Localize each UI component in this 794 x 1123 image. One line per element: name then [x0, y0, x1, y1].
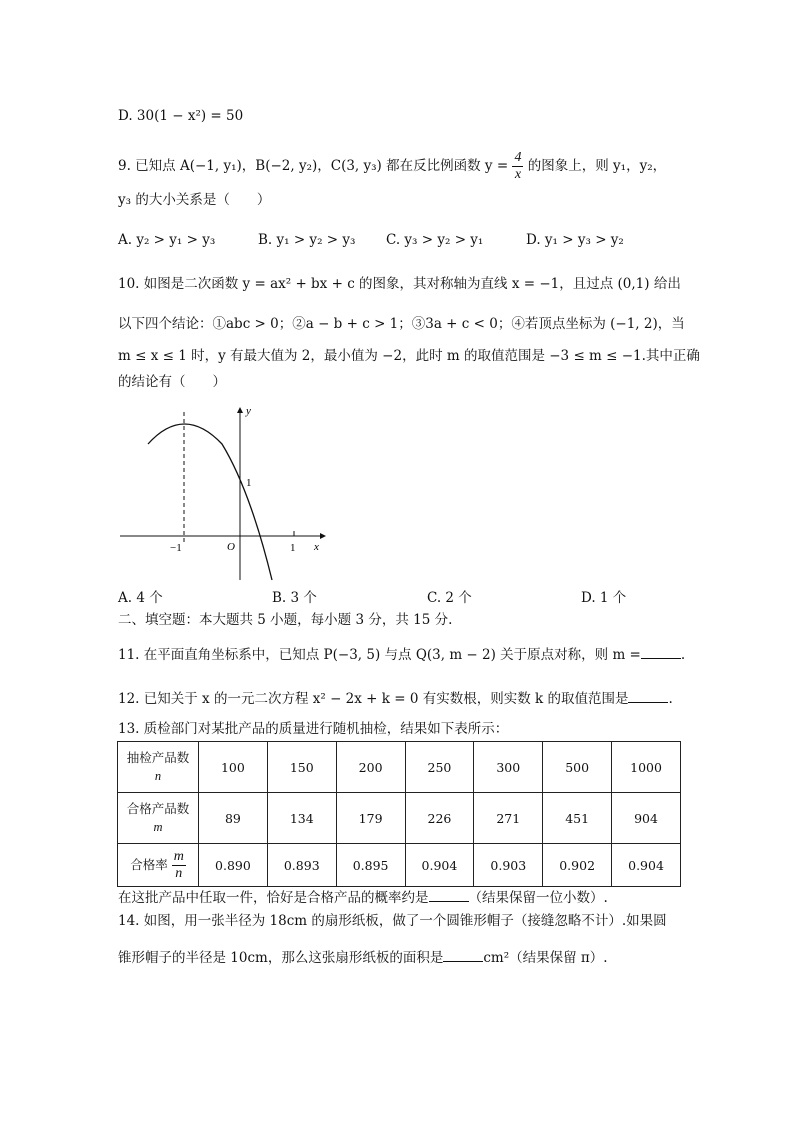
- q9-stem-tail: 的图象上，则 y₁，y₂，: [527, 158, 667, 174]
- table-cell: 904: [612, 793, 681, 844]
- y-axis-label: y: [246, 405, 251, 417]
- q12-text: 12. 已知关于 x 的一元二次方程 x² − 2x + k = 0 有实数根，则实数 k 的取值范围是: [118, 691, 629, 707]
- q12-answer-blank[interactable]: [628, 688, 668, 703]
- table-cell: 134: [267, 793, 336, 844]
- table-cell: 0.903: [474, 844, 543, 887]
- table-row-sampled: [118, 742, 681, 793]
- row-header-qualified: 合格产品数 m: [118, 793, 199, 844]
- q13-text: 13. 质检部门对某批产品的质量进行随机抽检，结果如下表所示：: [118, 721, 509, 737]
- q9-option-c: C. y₃ > y₂ > y₁: [386, 232, 484, 248]
- q11: [118, 644, 685, 665]
- table-cell: 200: [336, 742, 405, 793]
- q14-line1: 14. 如图，用一张半径为 18cm 的扇形纸板，做了一个圆锥形帽子（接缝忽略不计）.如果圆: [118, 913, 667, 929]
- q9-stem-start: 9. 已知点 A(−1, y₁)，B(−2, y₂)，C(3, y₃) 都在反比例函数 y =: [118, 158, 509, 174]
- table-cell: 0.902: [543, 844, 612, 887]
- q12: [118, 688, 673, 709]
- q12-tail: .: [668, 691, 673, 707]
- q10-line3: m ≤ x ≤ 1 时，y 有最大值为 2，最小值为 −2，此时 m 的取值范围是 −3 ≤ m ≤ −1.其中正确: [118, 348, 700, 364]
- q10-line1: 10. 如图是二次函数 y = ax² + bx + c 的图象，其对称轴为直线 x = −1，且过点 (0,1) 给出: [118, 276, 681, 292]
- table-cell: 0.904: [405, 844, 474, 887]
- q9-option-b: B. y₁ > y₂ > y₃: [258, 232, 356, 248]
- quality-check-table: [117, 741, 681, 887]
- tick-label-x-1: 1: [290, 542, 296, 554]
- q10-option-d: D. 1 个: [581, 590, 627, 606]
- q14-line2-tail: cm²（结果保留 π）.: [483, 950, 608, 966]
- table-row-rate: [118, 844, 681, 887]
- parabola-curve: [148, 424, 272, 580]
- q11-text: 11. 在平面直角坐标系中，已知点 P(−3, 5) 与点 Q(3, m − 2) 关于原点对称，则 m =: [118, 647, 641, 663]
- table-cell: 300: [474, 742, 543, 793]
- table-cell: 271: [474, 793, 543, 844]
- q13-after-tail: （结果保留一位小数）.: [468, 890, 608, 906]
- tick-label-x-neg1: −1: [170, 542, 182, 554]
- table-cell: 226: [405, 793, 474, 844]
- q10-option-c: C. 2 个: [427, 590, 472, 606]
- q9-fraction-num: 4: [514, 150, 522, 165]
- row-header-sampled: 抽检产品数 n: [118, 742, 199, 793]
- row-header-rate: 合格率 $\frac{m}{n}$: [118, 844, 199, 887]
- table-cell: 150: [267, 742, 336, 793]
- q13-answer-blank[interactable]: [429, 887, 469, 902]
- q9-option-d: D. y₁ > y₃ > y₂: [526, 232, 624, 248]
- table-cell: 179: [336, 793, 405, 844]
- q9-stem-line1: [118, 150, 666, 183]
- q10-option-a: A. 4 个: [118, 590, 163, 606]
- q9-stem-line2: y₃ 的大小关系是（ ）: [118, 192, 271, 208]
- q10-line2: 以下四个结论：①abc > 0；②a − b + c > 1；③3a + c < 0；④若顶点坐标为 (−1, 2)，当: [118, 316, 685, 332]
- table-cell: 0.893: [267, 844, 336, 887]
- q8-option-d: D. 30(1 − x²) = 50: [118, 108, 244, 124]
- origin-label: O: [227, 541, 235, 553]
- table-cell: 500: [543, 742, 612, 793]
- table-cell: 451: [543, 793, 612, 844]
- q10-option-b: B. 3 个: [272, 590, 317, 606]
- table-cell: 0.890: [199, 844, 268, 887]
- q10-parabola-graph: [110, 398, 340, 583]
- q9-fraction-den: x: [514, 167, 522, 182]
- table-cell: 250: [405, 742, 474, 793]
- q10-line4: 的结论有（ ）: [118, 374, 226, 390]
- q14-answer-blank[interactable]: [443, 947, 483, 962]
- q9-option-a: A. y₂ > y₁ > y₃: [118, 232, 216, 248]
- q13-after: [118, 887, 608, 908]
- x-axis-label: x: [314, 541, 319, 553]
- q13-after-text: 在这批产品中任取一件，恰好是合格产品的概率约是: [118, 890, 429, 906]
- table-cell: 0.904: [612, 844, 681, 887]
- section-2-heading: 二、填空题：本大题共 5 小题，每小题 3 分，共 15 分.: [118, 612, 453, 628]
- table-cell: 0.895: [336, 844, 405, 887]
- q14-line2-text: 锥形帽子的半径是 10cm，那么这张扇形纸板的面积是: [118, 950, 444, 966]
- table-cell: 1000: [612, 742, 681, 793]
- table-cell: 100: [199, 742, 268, 793]
- q11-tail: .: [680, 647, 686, 663]
- q14-line2: [118, 947, 608, 968]
- q11-answer-blank[interactable]: [641, 644, 681, 659]
- table-row-qualified: [118, 793, 681, 844]
- table-cell: 89: [199, 793, 268, 844]
- tick-label-y-1: 1: [246, 477, 252, 489]
- q9-fraction: [512, 150, 523, 183]
